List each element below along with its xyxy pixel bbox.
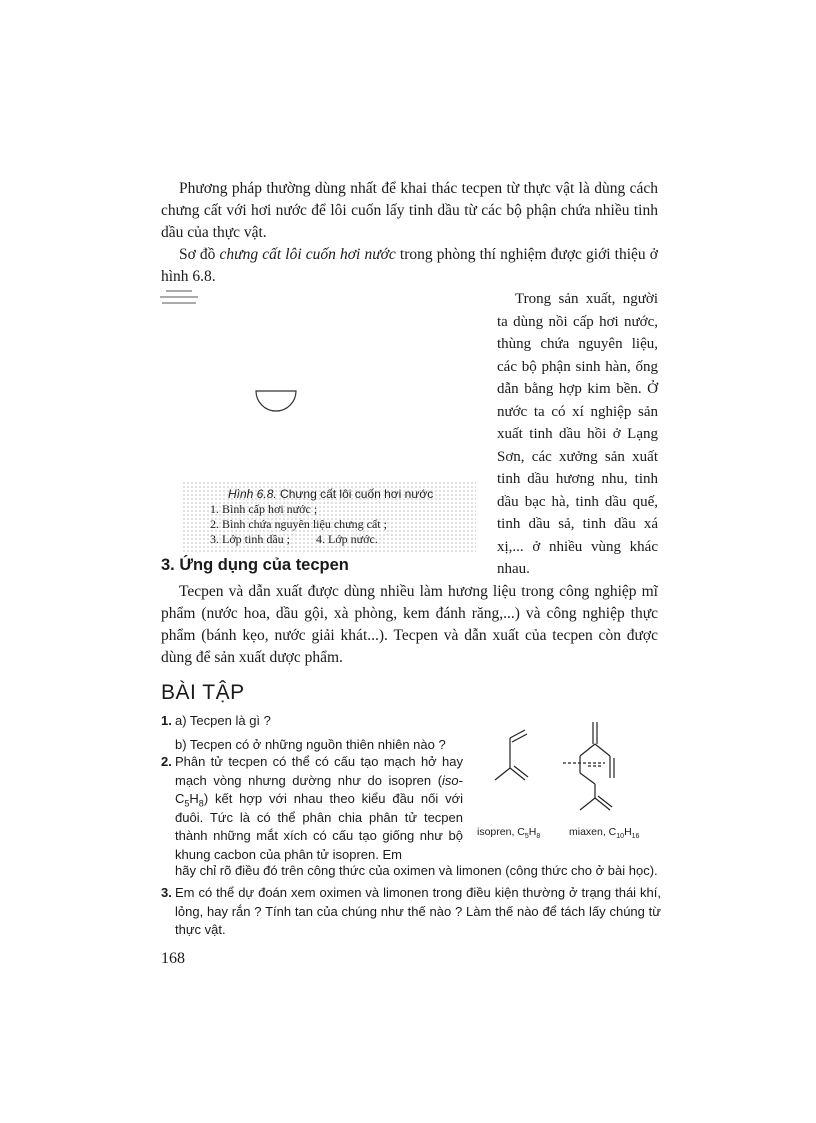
miaxen-c-count: 10 [616,833,625,841]
molecule-structures [465,718,660,828]
section-3-paragraph [161,581,658,669]
intro-text-2b: trong phòng thí nghiệm được giới thiệu ở hình 6.8. [161,246,658,285]
isopren-c-count: 5 [524,833,529,841]
side-text: Trong sản xuất, người ta dùng nồi cấp hơi nước, thùng chứa nguyên liệu, các bộ phận sinh hàn, ống dẫn bằng hợp kim bền. Ở nước ta có xí nghiệp sản xuất tinh dầu hồi ở Lạng Sơn, các xưởng sản xuất tinh dầu hương nhu, tinh dầu bạc hà, tinh dầu quế, tinh dầu sả, tinh dầu xá xị,... ở nhiều vùng khác nhau. [497,291,658,577]
miaxen-h: H [624,826,632,838]
caption-text: Chưng cất lôi cuốn hơi nước [276,487,434,501]
caption-item-4: 4. Lớp nước. [316,532,378,546]
formula-c: -C [175,772,463,806]
exercise-1-number: 1. [161,713,172,728]
exercise-2-text-2: ) kết hợp với nhau theo kiểu đầu nối với đuôi. Tức là có thể phân chia phân tử tecpen thành những mắt xích có cấu tạo giống như bộ khung cacbon của phân tử isopren. Em [175,791,463,862]
exercises-heading: BÀI TẬP [161,681,245,704]
iso-prefix: iso [442,772,459,788]
exercise-2-text-1: Phân tử tecpen có thể có cấu tạo mạch hở hay mạch vòng nhưng dường như do isopren [175,754,463,788]
formula-sub-5: 5 [184,798,190,809]
intro-paragraph-2 [161,244,658,288]
exercise-1b: b) Tecpen có ở những nguồn thiên nhiên nào ? [175,736,446,752]
exercise-3-text: Em có thể dự đoán xem oximen và limonen trong điều kiện thường ở trạng thái khí, lỏng, hay rắn ? Tính tan của chúng như thế nào ? Làm thế nào để tách lấy chúng từ thực vật. [175,885,661,937]
exercise-3-number: 3. [161,885,172,900]
collection-flask [256,391,296,411]
exercise-2 [161,753,461,864]
section-3-heading: 3. Ứng dụng của tecpen [161,556,349,574]
isopren-h-count: 8 [536,833,541,841]
molecule-figure [465,718,660,843]
miaxen-name: miaxen, C [569,826,617,838]
formula-h: H [189,791,199,806]
intro-text-1: Phương pháp thường dùng nhất để khai thác tecpen từ thực vật là dùng cách chưng cất với hơi nước để lôi cuốn lấy tinh dầu từ các bộ phận chứa nhiều tinh dầu của thực vật. [161,180,658,241]
exercise-1a: a) Tecpen là gì ? [175,713,271,728]
intro-paragraph-1 [161,178,658,244]
miaxen-h-count: 16 [631,833,640,841]
isopren-label [477,826,541,841]
caption-label: Hình 6.8. [228,487,277,501]
caption-item-1: 1. Bình cấp hơi nước ; [210,502,318,516]
isopren-structure [495,730,528,780]
miaxen-structure [563,722,614,810]
side-paragraph [497,288,658,581]
exercise-2-text-3: hãy chỉ rõ điều đó trên công thức của oximen và limonen (công thức cho ở bài học). [175,863,658,878]
figure-6-8 [158,287,478,557]
caption-item-3: 3. Lớp tinh dầu ; [210,532,291,546]
figure-caption-title [228,487,433,501]
intro-text-2-emphasis: chưng cất lôi cuốn hơi nước [219,246,396,263]
caption-item-2: 2. Bình chứa nguyên liệu chưng cất ; [210,517,387,531]
exercise-2-body: Phân tử tecpen có thể có cấu tạo mạch hở hay mạch vòng nhưng dường như do isopren $(iso-C_5H_8)$ kết hợp với nhau theo kiểu đầu nối với đuôi. Tức là có thể phân chia phân tử tecpen thành những mắt xích có cấu tạo giống như bộ khung cacbon của phân tử isopren. Em [175,754,463,862]
figure-caption-box [182,481,476,553]
figure-corner-marks [160,291,198,303]
exercise-3 [161,884,661,940]
isopren-h: H [528,826,537,838]
formula-sub-8: 8 [198,798,204,809]
intro-text-2a: Sơ đồ [179,246,220,263]
isopren-name: isopren, C [477,826,525,838]
section-3-text: Tecpen và dẫn xuất được dùng nhiều làm hương liệu trong công nghiệp mĩ phẩm (nước hoa, dầu gội, xà phòng, kem đánh răng,...) và công nghiệp thực phẩm (bánh kẹo, nước giải khát...). Tecpen và dẫn xuất của tecpen còn được dùng để sản xuất dược phẩm. [161,583,658,666]
exercise-2-number: 2. [161,754,172,769]
miaxen-label [569,826,640,841]
page-number: 168 [161,950,185,967]
